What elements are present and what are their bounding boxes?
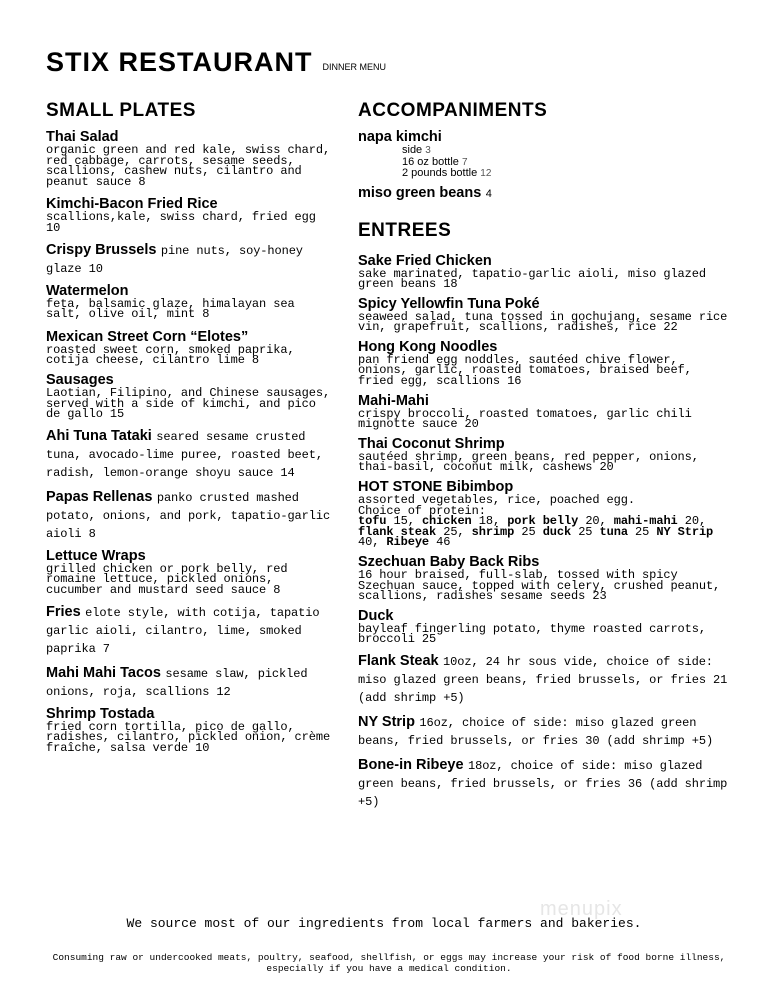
option-label: 2 pounds bottle <box>402 167 478 179</box>
protein-price: 18, <box>478 514 501 529</box>
protein-price: 25 <box>635 524 650 539</box>
menu-item <box>358 652 728 706</box>
option-price: 12 <box>480 168 492 179</box>
item-description: grilled chicken or pork belly, red romaine lettuce, pickled onions, cucumber and mustard seed sauce 8 <box>46 561 288 597</box>
menu-item <box>358 713 728 749</box>
menu-item <box>358 340 728 387</box>
item-description: elote style, with cotija, tapatio garlic aioli, cilantro, lime, smoked paprika 7 <box>46 605 320 656</box>
item-name: Bone-in Ribeye <box>358 756 464 773</box>
item-description <box>358 495 728 548</box>
item-name: HOT STONE Bibimbop <box>358 479 514 496</box>
menu-item <box>46 130 336 187</box>
protein-name: tuna <box>599 524 628 539</box>
item-description: 16oz, choice of side: miso glazed green beans, fried brussels, or fries 30 (add shrimp +5) <box>358 715 714 748</box>
item-description: sake marinated, tapatio-garlic aioli, miso glazed green beans 18 <box>358 266 706 292</box>
menu-item <box>358 756 728 810</box>
option-label: side <box>402 144 423 156</box>
menu-subtitle: DINNER MENU <box>322 62 387 72</box>
menu-item <box>46 373 336 420</box>
item-name: Thai Salad <box>46 129 119 145</box>
menu-item <box>358 555 728 602</box>
beans-item <box>358 184 728 202</box>
item-name: Mahi-Mahi <box>358 392 429 409</box>
item-description: sesame slaw, pickled onions, roja, scallions 12 <box>46 666 308 699</box>
item-description: 18oz, choice of side: miso glazed green beans, fried brussels, or fries 36 (add shrimp +5) <box>358 758 728 809</box>
item-name: Crispy Brussels <box>46 241 157 258</box>
sourcing-note: We source most of our ingredients from local farmers and bakeries. <box>126 916 642 931</box>
bibimbop-desc: assorted vegetables, rice, poached egg. <box>358 493 635 508</box>
protein-name: duck <box>542 524 572 539</box>
item-name: Hong Kong Noodles <box>358 338 498 355</box>
item-name: NY Strip <box>358 713 415 730</box>
protein-choice-label: Choice of protein: <box>358 503 486 518</box>
item-name: Papas Rellenas <box>46 488 153 505</box>
item-description: Laotian, Filipino, and Chinese sausages, served with a side of kimchi, and pico de gallo 15 <box>46 385 331 422</box>
watermark-text: menupix <box>540 898 623 920</box>
protein-name: pork belly <box>507 514 579 529</box>
item-name: Sake Fried Chicken <box>358 252 492 269</box>
menu-item <box>46 241 336 277</box>
item-name: Watermelon <box>46 282 129 299</box>
kimchi-options <box>402 145 728 180</box>
menu-item <box>46 330 336 366</box>
item-description: 10oz, 24 hr sous vide, choice of side: miso glazed green beans, fried brussels, or fries 21 (add shrimp +5) <box>358 654 728 705</box>
item-name: Shrimp Tostada <box>46 705 155 722</box>
item-name: Szechuan Baby Back Ribs <box>358 554 540 570</box>
item-name: Kimchi-Bacon Fried Rice <box>46 196 218 213</box>
option-row <box>402 168 728 180</box>
item-description: bayleaf fingerling potato, thyme roasted carrots, broccoli 25 <box>358 621 706 647</box>
protein-price: 46 <box>436 535 451 550</box>
health-disclaimer: Consuming raw or undercooked meats, poultry, seafood, shellfish, or eggs may increase your risk of food borne illness, especially if you have a medical condition. <box>52 952 726 974</box>
item-name: Mahi Mahi Tacos <box>46 664 161 681</box>
item-name: Sausages <box>46 371 114 388</box>
kimchi-item <box>358 130 728 180</box>
menu-item-bibimbop <box>358 480 728 548</box>
protein-price: 20, <box>585 514 607 529</box>
protein-name: Ribeye <box>386 535 430 550</box>
small-plates-heading: SMALL PLATES <box>46 100 196 121</box>
menu-item <box>46 197 336 233</box>
right-column <box>358 100 728 817</box>
item-description: crispy broccoli, roasted tomatoes, garlic chili mignotte sauce 20 <box>358 406 692 432</box>
menu-item <box>358 254 728 290</box>
small-plates-section <box>46 100 336 760</box>
item-description: 16 hour braised, full-slab, tossed with spicy Szechuan sauce, topped with celery, crushed peanut, scallions, radishes sesame seeds 23 <box>358 568 721 604</box>
protein-name: chicken <box>421 514 472 529</box>
menu-item <box>46 707 336 754</box>
menu-item <box>46 603 336 657</box>
item-name: Ahi Tuna Tataki <box>46 427 152 444</box>
protein-name: tofu <box>358 514 387 529</box>
menu-item <box>46 488 336 542</box>
protein-name: flank steak <box>358 524 437 539</box>
protein-price: 15, <box>393 514 415 529</box>
entrees-heading: ENTREES <box>358 219 452 241</box>
protein-price: 25 <box>521 524 536 539</box>
item-name: miso green beans <box>358 184 482 201</box>
item-name: Mexican Street Corn “Elotes” <box>46 328 249 345</box>
item-name: napa kimchi <box>358 129 442 145</box>
menu-item <box>358 437 728 473</box>
protein-price: 20, <box>684 514 707 529</box>
option-label: 16 oz bottle <box>402 155 459 168</box>
item-description: roasted sweet corn, smoked paprika, cotija cheese, cilantro lime 8 <box>46 342 295 368</box>
menu-item <box>46 664 336 700</box>
menu-item <box>358 394 728 430</box>
item-name: Thai Coconut Shrimp <box>358 435 505 452</box>
menu-item <box>358 609 728 645</box>
item-price: 4 <box>485 187 492 200</box>
item-description: organic green and red kale, swiss chard, red cabbage, carrots, sesame seeds, scallions, cashew nuts, cilantro and peanut sauce 8 <box>46 143 331 189</box>
item-description: sautéed shrimp, green beans, red pepper, onions, thai-basil, coconut milk, cashews 20 <box>358 449 699 475</box>
item-name: Lettuce Wraps <box>46 547 146 564</box>
item-description: pan friend egg noddles, sautéed chive flower, onions, garlic, roasted tomatoes, braised beef, fried egg, scallions 16 <box>358 352 692 389</box>
protein-price: 25 <box>578 524 593 539</box>
protein-list <box>358 516 728 548</box>
item-description: scallions,kale, swiss chard, fried egg 10 <box>46 210 316 235</box>
protein-name: shrimp <box>471 524 515 539</box>
accompaniments-heading: ACCOMPANIMENTS <box>358 100 548 121</box>
option-price: 3 <box>425 145 431 156</box>
menu-item <box>358 297 728 333</box>
menu-item <box>46 427 336 481</box>
option-price: 7 <box>461 156 468 168</box>
item-description: feta, balsamic glaze, himalayan sea salt, olive oil, mint 8 <box>46 296 295 322</box>
protein-price: 40, <box>358 535 380 550</box>
item-description: seaweed salad, tuna tossed in gochujang, sesame rice vin, grapefruit, scallions, radishes, rice 22 <box>358 309 728 335</box>
item-description: pine nuts, soy-honey glaze 10 <box>46 243 303 276</box>
item-description: panko crusted mashed potato, onions, and pork, tapatio-garlic aioli 8 <box>46 490 331 541</box>
restaurant-title: STIX RESTAURANT <box>46 47 313 77</box>
protein-name: NY Strip <box>656 524 714 539</box>
protein-name: mahi-mahi <box>613 514 678 529</box>
menu-header <box>46 48 386 76</box>
item-description: fried corn tortilla, pico de gallo, radishes, cilantro, pickled onion, crème fraîche, salsa verde 10 <box>46 719 331 755</box>
item-name: Fries <box>46 603 81 620</box>
item-description: seared sesame crusted tuna, avocado-lime puree, roasted beet, radish, lemon-orange shoyu sauce 14 <box>46 429 323 480</box>
item-name: Flank Steak <box>358 652 439 669</box>
menu-item <box>46 284 336 320</box>
item-name: Spicy Yellowfin Tuna Poké <box>358 295 540 312</box>
menu-item <box>46 549 336 596</box>
item-name: Duck <box>358 607 394 624</box>
protein-price: 25, <box>443 524 465 539</box>
